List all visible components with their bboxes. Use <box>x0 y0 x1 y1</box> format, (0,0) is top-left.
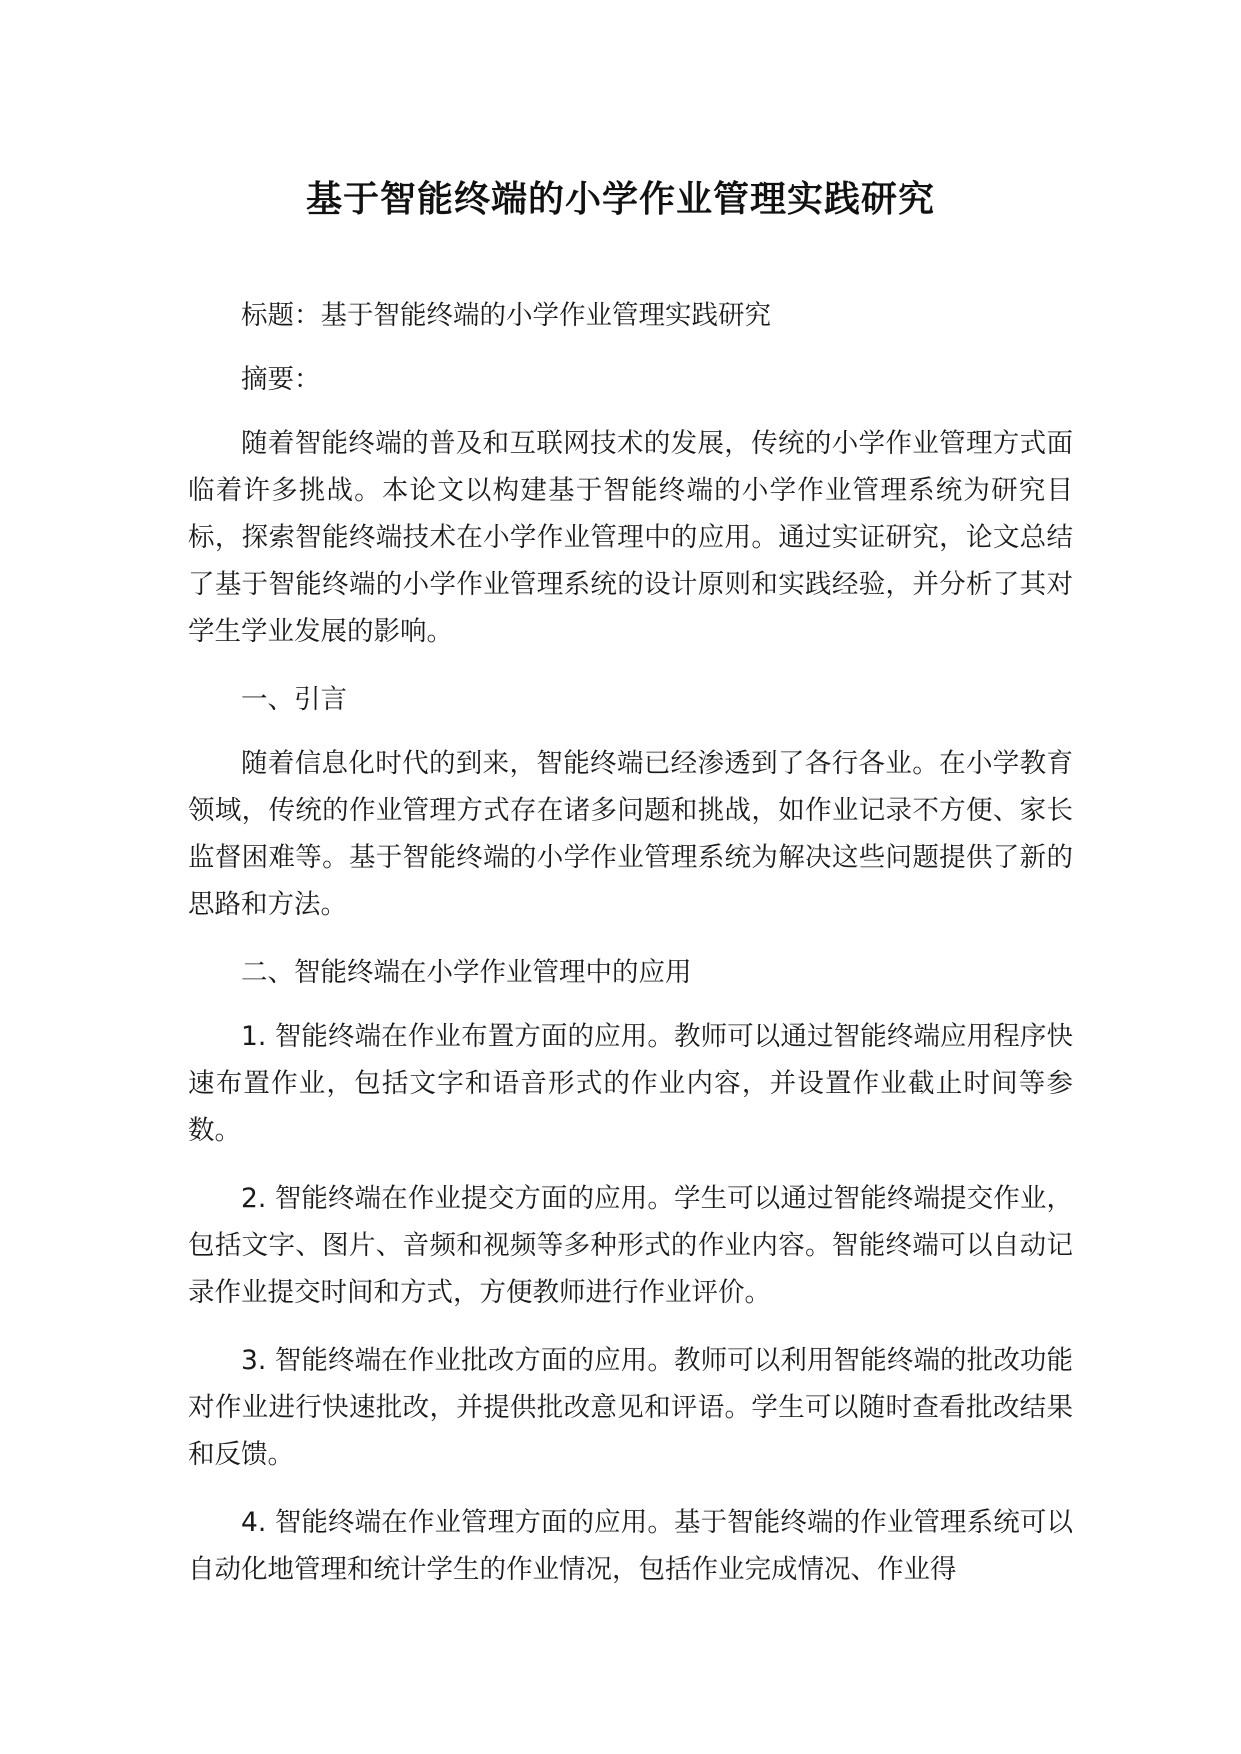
document-title: 基于智能终端的小学作业管理实践研究 <box>305 179 935 220</box>
section-heading-introduction: 一、引言 <box>241 684 347 715</box>
application-item-3: 3. 智能终端在作业批改方面的应用。教师可以利用智能终端的批改功能对作业进行快速批改，并提供批改意见和评语。学生可以随时查看批改结果和反馈。 <box>188 1345 1073 1470</box>
application-item-2: 2. 智能终端在作业提交方面的应用。学生可以通过智能终端提交作业，包括文字、图片、音频和视频等多种形式的作业内容。智能终端可以自动记录作业提交时间和方式，方便教师进行作业评价。 <box>188 1183 1073 1308</box>
abstract-paragraph: 随着智能终端的普及和互联网技术的发展，传统的小学作业管理方式面临着许多挑战。本论文以构建基于智能终端的小学作业管理系统为研究目标，探索智能终端技术在小学作业管理中的应用。通过实证研究，论文总结了基于智能终端的小学作业管理系统的设计原则和实践经验，并分析了其对学生学业发展的影响。 <box>188 428 1073 647</box>
section-heading-applications: 二、智能终端在小学作业管理中的应用 <box>241 957 692 988</box>
document-body <box>188 292 1073 1614</box>
application-item-1: 1. 智能终端在作业布置方面的应用。教师可以通过智能终端应用程序快速布置作业，包括文字和语音形式的作业内容，并设置作业截止时间等参数。 <box>188 1021 1073 1146</box>
application-item-4: 4. 智能终端在作业管理方面的应用。基于智能终端的作业管理系统可以自动化地管理和统计学生的作业情况，包括作业完成情况、作业得 <box>188 1507 1073 1585</box>
title-line: 标题：基于智能终端的小学作业管理实践研究 <box>241 300 771 331</box>
abstract-label: 摘要： <box>241 364 321 395</box>
introduction-paragraph: 随着信息化时代的到来，智能终端已经渗透到了各行各业。在小学教育领域，传统的作业管理方式存在诸多问题和挑战，如作业记录不方便、家长监督困难等。基于智能终端的小学作业管理系统为解决这些问题提供了新的思路和方法。 <box>188 748 1073 920</box>
